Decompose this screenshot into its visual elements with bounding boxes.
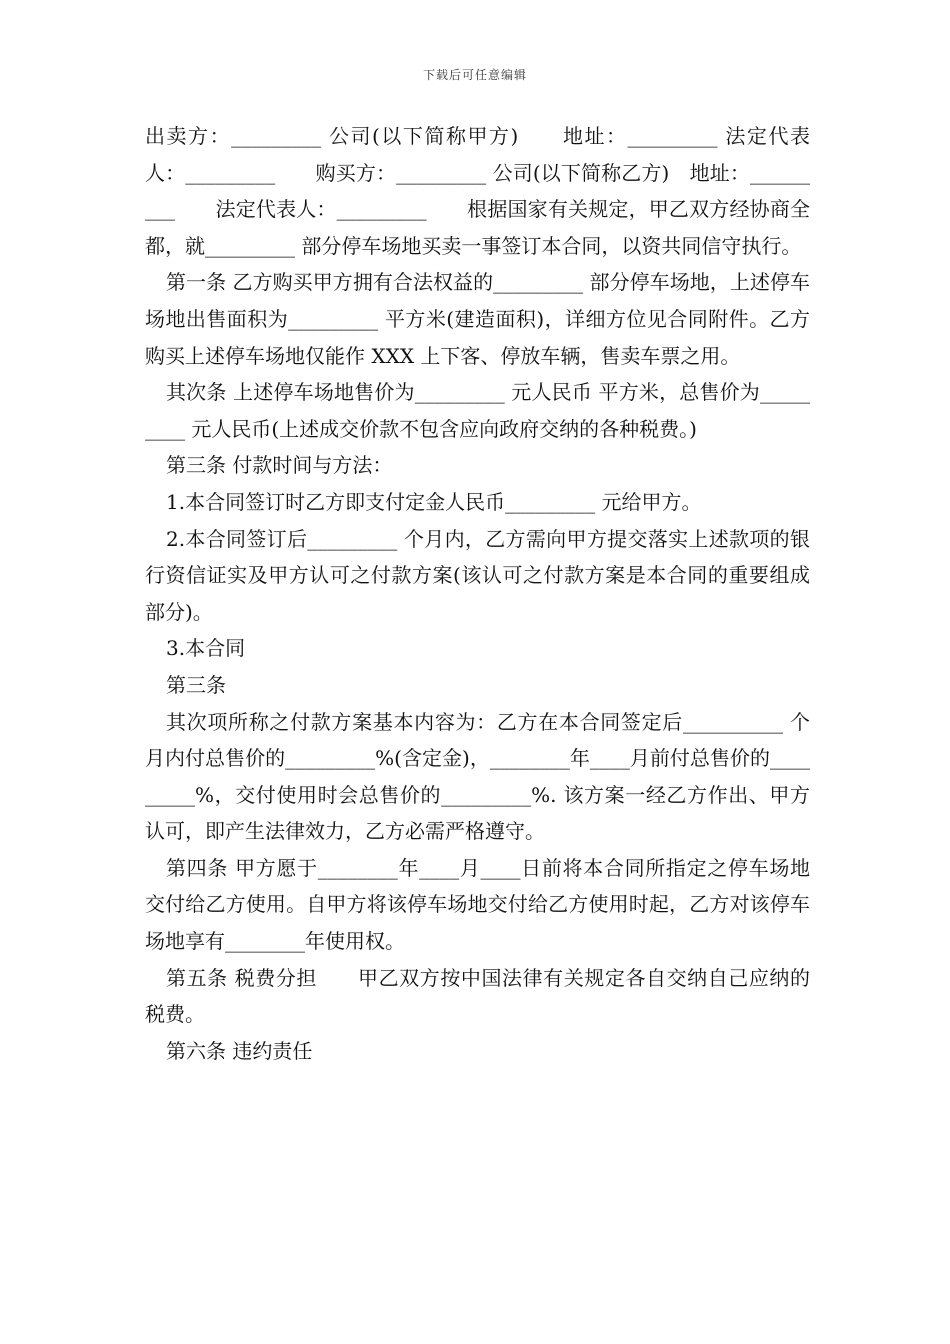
paragraph-article-4: 第四条 甲方愿于________年____月____日前将本合同所指定之停车场地交付给乙方使用。自甲方将该停车场地交付给乙方使用时起，乙方对该停车场地享有________年使用权。 <box>145 855 810 954</box>
paragraph-article-6: 第六条 违约责任 <box>166 1038 313 1063</box>
paragraph-article-3-heading: 第三条 付款时间与方法： <box>166 453 393 478</box>
paragraph-payment-plan: 其次项所称之付款方案基本内容为：乙方在本合同签定后__________ 个月内付总售价的_________%(含定金)，________年____月前付总售价的_________%，交付使用时会总售价的_________%. 该方案一经乙方作出、甲方认可，即产生法律效力，乙方必需严格遵守。 <box>145 709 810 844</box>
paragraph-article-3-item-3: 3.本合同 <box>166 636 246 661</box>
page-header: 下载后可任意编辑 <box>422 68 527 82</box>
paragraph-article-3-item-2: 2.本合同签订后_________ 个月内，乙方需向甲方提交落实上述款项的银行资信证实及甲方认可之付款方案(该认可之付款方案是本合同的重要组成部分)。 <box>145 526 810 624</box>
paragraph-article-3-item-1: 1.本合同签订时乙方即支付定金人民币_________ 元给甲方。 <box>166 489 702 514</box>
paragraph-article-3-repeat: 第三条 <box>166 672 226 697</box>
paragraph-article-5: 第五条 税费分担 甲乙双方按中国法律有关规定各自交纳自己应纳的税费。 <box>145 965 810 1027</box>
paragraph-parties: 出卖方：_________ 公司(以下简称甲方) 地址：_________ 法定代表人：_________ 购买方：_________ 公司(以下简称乙方) 地址：_________ 法定代表人：_________ 根据国家有关规定，甲乙双方经协商全都，就_________ 部分停车场地买卖一事签订本合同，以资共同信守执行。 <box>145 124 810 258</box>
paragraph-article-1: 第一条 乙方购买甲方拥有合法权益的_________ 部分停车场地，上述停车场地出售面积为_________ 平方米(建造面积)，详细方位见合同附件。乙方购买上述停车场地仅能作 XXX 上下客、停放车辆，售卖车票之用。 <box>145 270 810 368</box>
contract-body <box>145 118 810 1069</box>
paragraph-article-2: 其次条 上述停车场地售价为_________ 元人民币 平方米，总售价为_________ 元人民币(上述成交价款不包含应向政府交纳的各种税费。) <box>145 380 810 441</box>
